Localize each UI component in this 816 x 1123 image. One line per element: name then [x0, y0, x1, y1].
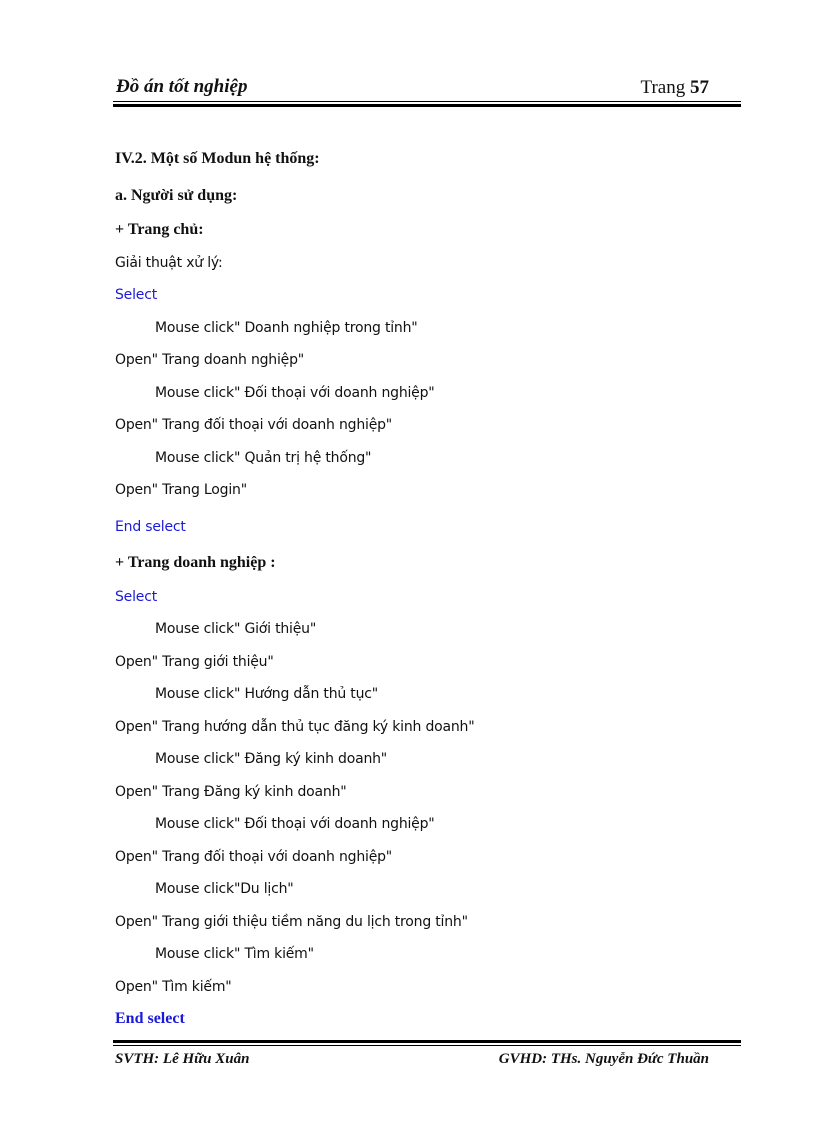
header-rule-thin	[113, 101, 741, 102]
home-heading: + Trang chủ:	[115, 221, 204, 238]
select-keyword: Select	[115, 287, 157, 303]
end-select-keyword: End select	[115, 1010, 185, 1027]
code-line: Open" Trang doanh nghiệp"	[115, 352, 305, 368]
code-line: Mouse click" Đối thoại với doanh nghiệp"	[155, 385, 435, 401]
header-rule-thick	[113, 104, 741, 107]
business-heading: + Trang doanh nghiệp :	[115, 554, 276, 571]
footer-rule-thick	[113, 1040, 741, 1043]
code-line: Open" Trang đối thoại với doanh nghiệp"	[115, 417, 393, 433]
subsection-title: a. Người sử dụng:	[115, 187, 238, 204]
end-select-keyword: End select	[115, 519, 186, 535]
algorithm-label: Giải thuật xử lý:	[115, 255, 223, 271]
code-line: Open" Tìm kiếm"	[115, 979, 232, 995]
select-keyword: Select	[115, 589, 157, 605]
advisor-name: GVHD: THs. Nguyễn Đức Thuần	[498, 1051, 709, 1067]
code-line: Open" Trang hướng dẫn thủ tục đăng ký kinh doanh"	[115, 719, 475, 735]
code-line: Open" Trang đối thoại với doanh nghiệp"	[115, 849, 393, 865]
code-line: Mouse click"Du lịch"	[155, 881, 294, 897]
code-line: Mouse click" Hướng dẫn thủ tục"	[155, 686, 378, 702]
code-line: Open" Trang Login"	[115, 482, 247, 498]
code-line: Mouse click" Tìm kiếm"	[155, 946, 314, 962]
page-number: 57	[690, 77, 709, 98]
page-label: Trang	[640, 77, 686, 98]
code-line: Mouse click" Đối thoại với doanh nghiệp"	[155, 816, 435, 832]
code-line: Mouse click" Giới thiệu"	[155, 621, 317, 637]
code-line: Open" Trang giới thiệu tiềm năng du lịch trong tỉnh"	[115, 914, 468, 930]
student-name: SVTH: Lê Hữu Xuân	[115, 1051, 250, 1067]
page-indicator	[641, 77, 709, 99]
code-line: Open" Trang Đăng ký kinh doanh"	[115, 784, 347, 800]
section-title: IV.2. Một số Modun hệ thống:	[115, 150, 320, 167]
document-title: Đồ án tốt nghiệp	[116, 76, 248, 97]
footer-rule-thin	[113, 1045, 741, 1046]
code-line: Open" Trang giới thiệu"	[115, 654, 274, 670]
code-line: Mouse click" Đăng ký kinh doanh"	[155, 751, 388, 767]
code-line: Mouse click" Doanh nghiệp trong tỉnh"	[155, 320, 418, 336]
code-line: Mouse click" Quản trị hệ thống"	[155, 450, 372, 466]
